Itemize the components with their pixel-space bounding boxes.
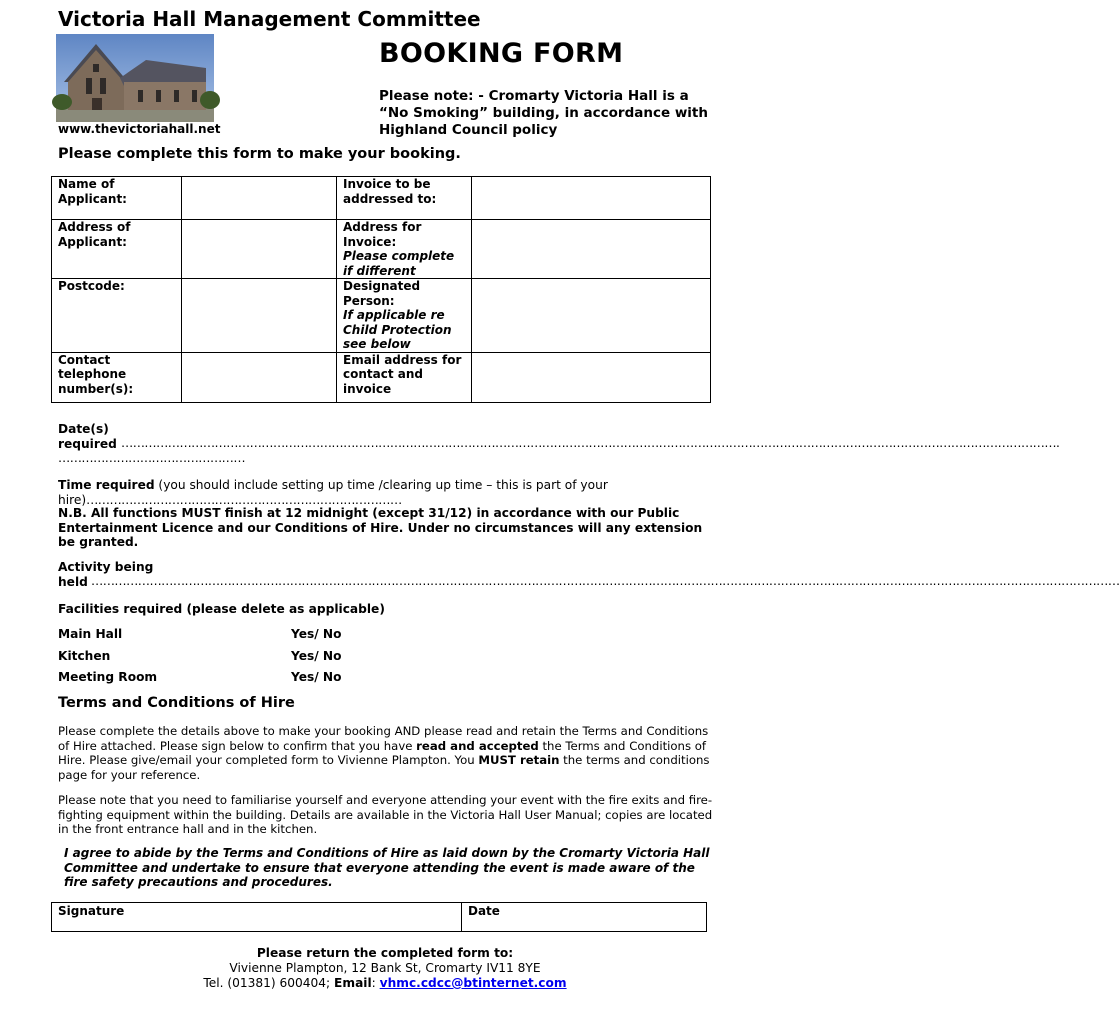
agreement-statement: I agree to abide by the Terms and Conditions of Hire as laid down by the Cromarty Victoria Hall Committee and undertake to ensure that everyone attending the event is made aware of the fire safety precautions and procedures.: [64, 846, 710, 889]
main-hall-option[interactable]: Yes/ No: [291, 627, 342, 641]
postcode-field[interactable]: [182, 279, 337, 353]
return-address: Vivienne Plampton, 12 Bank St, Cromarty IV11 8YE: [229, 961, 541, 975]
email-link[interactable]: vhmc.cdcc@btinternet.com: [379, 976, 567, 990]
kitchen-option[interactable]: Yes/ No: [291, 649, 342, 663]
date-label: Date: [468, 904, 500, 918]
time-note: (you should include setting up time /clearing up time – this is part of your hire): [58, 478, 608, 507]
applicant-details-table: [51, 176, 711, 403]
telephone-field[interactable]: [182, 352, 337, 402]
invoice-to-field[interactable]: [472, 177, 711, 220]
telephone-label: Contact telephone number(s):: [52, 352, 182, 402]
hall-photo: [56, 34, 214, 122]
activity-label: Activity being held: [58, 560, 154, 589]
dates-dots[interactable]: …………………………………………………………………………………………………………………………………………………………………………………………………………………….: [121, 436, 1060, 450]
table-row: [52, 220, 711, 279]
terms-paragraph-1: Please complete the details above to make your booking AND please read and retain the Terms and Conditions of Hire attached. Please sign below to confirm that you have read and accepted the Terms and Conditions of Hire. Please give/email your completed form to Vivienne Plampton. You MUST retain the terms and conditions page for your reference.: [58, 724, 710, 782]
designated-person-label: Designated Person: If applicable re Child Protection see below: [337, 279, 472, 353]
invoice-address-field[interactable]: [472, 220, 711, 279]
signature-table: [51, 902, 707, 932]
terms-paragraph-2: Please note that you need to familiarise yourself and everyone attending your event with the fire exits and fire-fighting equipment within the building. Details are available in the Victoria Hall User Manual; copies are located in the front entrance hall and in the kitchen.: [58, 793, 713, 836]
invoice-address-label: Address for Invoice: Please complete if different: [337, 220, 472, 279]
address-label: Address of Applicant:: [52, 220, 182, 279]
form-instruction: Please complete this form to make your booking.: [58, 146, 461, 162]
postcode-label: Postcode:: [52, 279, 182, 353]
activity-dots[interactable]: …………………………………………………………………………………………………………………………………………………………………………………………………………………………………………: [91, 574, 1120, 588]
facilities-heading: Facilities required (please delete as applicable): [58, 602, 385, 616]
table-row: [52, 279, 711, 353]
form-title: BOOKING FORM: [379, 38, 624, 69]
name-label: Name of Applicant:: [52, 177, 182, 220]
time-dots[interactable]: ………………………………………………………………………: [86, 492, 402, 507]
facility-main-hall: Main Hall: [58, 627, 123, 641]
name-field[interactable]: [182, 177, 337, 220]
date-field[interactable]: [462, 903, 707, 932]
return-heading: Please return the completed form to:: [256, 946, 514, 960]
table-row: [52, 903, 707, 932]
email-label: Email address for contact and invoice: [337, 352, 472, 402]
table-row: [52, 177, 711, 220]
meeting-room-option[interactable]: Yes/ No: [291, 670, 342, 684]
facility-meeting-room: Meeting Room: [58, 670, 158, 684]
midnight-notice: N.B. All functions MUST finish at 12 midnight (except 31/12) in accordance with our Public Entertainment Licence and our Conditions of Hire. Under no circumstances will any extension be granted.: [58, 506, 703, 549]
telephone: Tel. (01381) 600404;: [203, 976, 335, 990]
invoice-address-note: Please complete if different: [343, 249, 455, 278]
committee-title: Victoria Hall Management Committee: [58, 7, 481, 31]
no-smoking-note: Please note: - Cromarty Victoria Hall is a “No Smoking” building, in accordance with Highland Council policy: [379, 88, 708, 138]
table-row: [52, 352, 711, 402]
email-field[interactable]: [472, 352, 711, 402]
dates-label: Date(s) required: [58, 422, 117, 451]
signature-field[interactable]: [52, 903, 462, 932]
address-field[interactable]: [182, 220, 337, 279]
designated-person-note: If applicable re Child Protection see below: [343, 308, 452, 351]
terms-heading: Terms and Conditions of Hire: [58, 695, 295, 711]
time-label: Time required: [58, 478, 155, 492]
time-section: [58, 478, 698, 507]
dates-dots-2[interactable]: …………………………………………: [58, 451, 245, 465]
designated-person-field[interactable]: [472, 279, 711, 353]
facility-kitchen: Kitchen: [58, 649, 111, 663]
church-illustration: [56, 34, 214, 122]
contact-line: Tel. (01381) 600404; Email: vhmc.cdcc@btinternet.com: [203, 976, 567, 990]
signature-label: Signature: [58, 904, 125, 918]
website-link[interactable]: www.thevictoriahall.net: [58, 122, 221, 136]
invoice-to-label: Invoice to be addressed to:: [337, 177, 472, 220]
email-label-footer: Email: [334, 976, 372, 990]
